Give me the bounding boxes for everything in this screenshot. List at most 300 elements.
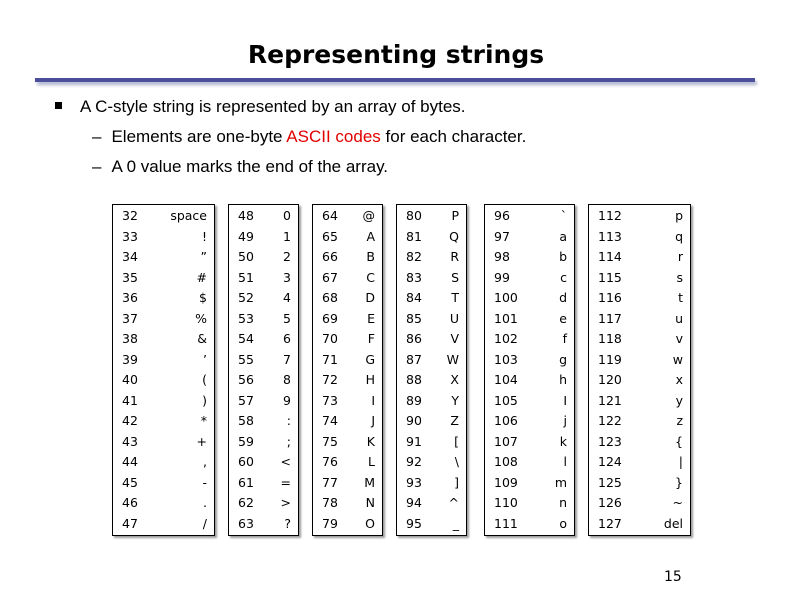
table-row <box>485 391 574 412</box>
ascii-table-6 <box>588 204 691 536</box>
ascii-code: 115 <box>598 269 622 285</box>
ascii-code: 75 <box>322 433 338 449</box>
table-row <box>397 227 466 248</box>
ascii-code: 119 <box>598 351 622 367</box>
table-row <box>113 309 214 330</box>
ascii-character: 2 <box>283 249 291 264</box>
ascii-character: } <box>675 474 683 490</box>
ascii-character: h <box>559 372 567 387</box>
ascii-character: P <box>451 208 459 223</box>
ascii-code: 71 <box>322 351 338 367</box>
table-row <box>485 432 574 453</box>
ascii-character: V <box>450 331 459 346</box>
table-row <box>229 493 298 514</box>
ascii-character: 5 <box>283 310 291 326</box>
ascii-character: b <box>559 249 567 264</box>
sub-bullet-1 <box>92 127 526 147</box>
ascii-character: a <box>559 228 567 244</box>
table-row <box>229 432 298 453</box>
ascii-character: z <box>676 413 683 428</box>
table-row <box>313 493 382 514</box>
ascii-character: k <box>559 433 567 449</box>
ascii-code: 52 <box>238 290 254 305</box>
table-row <box>485 493 574 514</box>
table-row <box>589 391 690 412</box>
table-row <box>589 473 690 494</box>
ascii-code: 127 <box>598 515 622 531</box>
table-row <box>397 493 466 514</box>
ascii-character: J <box>371 413 375 428</box>
table-row <box>589 432 690 453</box>
ascii-character: 7 <box>283 351 291 367</box>
ascii-character: ? <box>284 515 291 531</box>
table-row <box>485 206 574 227</box>
ascii-code: 46 <box>122 495 138 510</box>
sub-bullet-2 <box>92 157 388 177</box>
ascii-code: 38 <box>122 331 138 346</box>
table-row <box>313 309 382 330</box>
ascii-character: l <box>563 454 567 469</box>
ascii-character: f <box>562 331 567 346</box>
ascii-character: ; <box>286 433 291 449</box>
ascii-code: 81 <box>406 228 422 244</box>
table-row <box>397 370 466 391</box>
ascii-code: 77 <box>322 474 338 490</box>
table-row <box>485 370 574 391</box>
ascii-character: m <box>554 474 567 490</box>
ascii-code: 80 <box>406 208 422 223</box>
table-row <box>313 268 382 289</box>
ascii-character: # <box>196 269 207 285</box>
table-row <box>589 452 690 473</box>
ascii-code: 102 <box>494 331 518 346</box>
ascii-code: 39 <box>122 351 138 367</box>
table-row <box>113 206 214 227</box>
ascii-code: 126 <box>598 495 622 510</box>
ascii-character: [ <box>454 433 459 449</box>
title-underline <box>35 78 755 82</box>
ascii-character: & <box>197 331 207 346</box>
sub-bullet-2-text: A 0 value marks the end of the array. <box>111 157 389 176</box>
ascii-character: r <box>677 249 683 264</box>
table-row <box>229 452 298 473</box>
table-row <box>589 350 690 371</box>
ascii-code: 105 <box>494 392 518 408</box>
table-row <box>397 391 466 412</box>
ascii-character: . <box>203 495 207 510</box>
ascii-character: W <box>446 351 459 367</box>
ascii-code: 72 <box>322 372 338 387</box>
ascii-table-4 <box>396 204 467 536</box>
ascii-code: 88 <box>406 372 422 387</box>
ascii-code: 43 <box>122 433 138 449</box>
ascii-character: , <box>203 454 207 469</box>
table-row <box>485 411 574 432</box>
ascii-code: 35 <box>122 269 138 285</box>
ascii-character: B <box>366 249 375 264</box>
ascii-character: Q <box>449 228 459 244</box>
table-row <box>589 514 690 535</box>
ascii-character: t <box>678 290 683 305</box>
ascii-character: T <box>451 290 459 305</box>
ascii-character: | <box>678 454 683 469</box>
table-row <box>113 288 214 309</box>
ascii-character: H <box>365 372 375 387</box>
ascii-character: ( <box>202 372 207 387</box>
bullet-1 <box>55 97 466 117</box>
ascii-character: d <box>559 290 567 305</box>
table-row <box>229 268 298 289</box>
ascii-character: > <box>280 495 291 510</box>
table-row <box>113 227 214 248</box>
table-row <box>113 493 214 514</box>
ascii-code: 67 <box>322 269 338 285</box>
ascii-code: 86 <box>406 331 422 346</box>
table-row <box>485 227 574 248</box>
table-row <box>397 309 466 330</box>
ascii-character: \ <box>454 454 459 469</box>
ascii-code: 109 <box>494 474 518 490</box>
ascii-code: 64 <box>322 208 338 223</box>
table-row <box>313 473 382 494</box>
table-row <box>113 473 214 494</box>
table-row <box>397 452 466 473</box>
ascii-code: 91 <box>406 433 422 449</box>
ascii-character: g <box>559 351 567 367</box>
ascii-code: 79 <box>322 515 338 531</box>
ascii-code: 57 <box>238 392 254 408</box>
table-row <box>313 227 382 248</box>
ascii-code: 107 <box>494 433 518 449</box>
table-row <box>229 329 298 350</box>
ascii-code: 110 <box>494 495 518 510</box>
ascii-character: N <box>365 495 375 510</box>
table-row <box>313 350 382 371</box>
table-row <box>229 227 298 248</box>
ascii-character: U <box>449 310 459 326</box>
table-row <box>485 309 574 330</box>
ascii-code: 120 <box>598 372 622 387</box>
slide-title: Representing strings <box>247 40 545 69</box>
ascii-code: 100 <box>494 290 518 305</box>
ascii-character: : <box>286 413 291 428</box>
ascii-character: @ <box>362 208 375 223</box>
ascii-code: 66 <box>322 249 338 264</box>
dash-bullet-icon: – <box>92 157 102 176</box>
table-row <box>589 370 690 391</box>
bullet-1-text: A C-style string is represented by an array of bytes. <box>80 97 466 116</box>
ascii-code: 37 <box>122 310 138 326</box>
table-row <box>397 206 466 227</box>
ascii-character: ^ <box>448 495 459 510</box>
table-row <box>113 247 214 268</box>
ascii-code: 117 <box>598 310 622 326</box>
ascii-character: p <box>675 208 683 223</box>
table-row <box>313 391 382 412</box>
table-row <box>113 370 214 391</box>
ascii-code: 47 <box>122 515 138 531</box>
ascii-code: 95 <box>406 515 422 531</box>
ascii-code: 99 <box>494 269 510 285</box>
ascii-code: 69 <box>322 310 338 326</box>
table-row <box>485 452 574 473</box>
table-row <box>113 452 214 473</box>
ascii-code: 116 <box>598 290 622 305</box>
ascii-code: 92 <box>406 454 422 469</box>
ascii-character: 0 <box>283 208 291 223</box>
table-row <box>313 514 382 535</box>
ascii-character: 4 <box>283 290 291 305</box>
table-row <box>589 411 690 432</box>
dash-bullet-icon: – <box>92 127 102 146</box>
ascii-character: 1 <box>283 228 291 244</box>
table-row <box>229 473 298 494</box>
table-row <box>485 288 574 309</box>
ascii-code: 34 <box>122 249 138 264</box>
ascii-character: ! <box>201 228 207 244</box>
square-bullet-icon <box>55 102 62 109</box>
table-row <box>397 514 466 535</box>
ascii-character: - <box>202 474 207 490</box>
table-row <box>113 432 214 453</box>
ascii-code: 106 <box>494 413 518 428</box>
ascii-code: 125 <box>598 474 622 490</box>
ascii-code: 78 <box>322 495 338 510</box>
ascii-character: O <box>365 515 375 531</box>
table-row <box>113 391 214 412</box>
ascii-code: 96 <box>494 208 510 223</box>
ascii-code: 103 <box>494 351 518 367</box>
ascii-code: 58 <box>238 413 254 428</box>
ascii-code: 36 <box>122 290 138 305</box>
table-row <box>397 350 466 371</box>
ascii-code: 60 <box>238 454 254 469</box>
ascii-code: 62 <box>238 495 254 510</box>
ascii-code: 93 <box>406 474 422 490</box>
ascii-character: E <box>367 310 375 326</box>
table-row <box>397 329 466 350</box>
ascii-character: space <box>170 208 207 223</box>
table-row <box>229 247 298 268</box>
ascii-code: 65 <box>322 228 338 244</box>
table-row <box>113 350 214 371</box>
table-row <box>113 411 214 432</box>
ascii-code: 70 <box>322 331 338 346</box>
ascii-character: X <box>450 372 459 387</box>
ascii-code: 101 <box>494 310 518 326</box>
table-row <box>229 288 298 309</box>
ascii-code: 50 <box>238 249 254 264</box>
ascii-code: 40 <box>122 372 138 387</box>
ascii-character: o <box>559 515 567 531</box>
table-row <box>229 350 298 371</box>
ascii-character: % <box>195 310 207 326</box>
table-row <box>589 329 690 350</box>
table-row <box>397 411 466 432</box>
ascii-character: / <box>202 515 207 531</box>
table-row <box>113 329 214 350</box>
ascii-table-2 <box>228 204 299 536</box>
ascii-code: 112 <box>598 208 622 223</box>
table-row <box>229 411 298 432</box>
ascii-character: C <box>366 269 375 285</box>
ascii-character: A <box>366 228 375 244</box>
ascii-character: L <box>368 454 375 469</box>
ascii-code: 76 <box>322 454 338 469</box>
ascii-code: 53 <box>238 310 254 326</box>
table-row <box>485 268 574 289</box>
ascii-character: del <box>663 515 683 531</box>
ascii-character: j <box>563 413 567 428</box>
ascii-character: q <box>675 228 683 244</box>
ascii-code: 45 <box>122 474 138 490</box>
ascii-character: < <box>280 454 291 469</box>
table-row <box>229 514 298 535</box>
table-row <box>229 391 298 412</box>
ascii-character: + <box>196 433 207 449</box>
ascii-character: u <box>675 310 683 326</box>
ascii-code: 55 <box>238 351 254 367</box>
table-row <box>229 309 298 330</box>
ascii-code: 97 <box>494 228 510 244</box>
ascii-character: c <box>560 269 567 285</box>
ascii-table-1 <box>112 204 215 536</box>
table-row <box>113 514 214 535</box>
ascii-code: 90 <box>406 413 422 428</box>
ascii-code: 51 <box>238 269 254 285</box>
ascii-character: S <box>451 269 459 285</box>
ascii-code: 83 <box>406 269 422 285</box>
table-row <box>397 247 466 268</box>
table-row <box>589 206 690 227</box>
table-row <box>485 329 574 350</box>
ascii-code: 104 <box>494 372 518 387</box>
ascii-character: { <box>675 433 683 449</box>
table-row <box>229 370 298 391</box>
ascii-code: 63 <box>238 515 254 531</box>
ascii-code: 85 <box>406 310 422 326</box>
ascii-character: x <box>675 372 683 387</box>
ascii-character: Y <box>451 392 459 408</box>
ascii-code: 61 <box>238 474 254 490</box>
ascii-code: 94 <box>406 495 422 510</box>
ascii-code: 32 <box>122 208 138 223</box>
table-row <box>485 473 574 494</box>
ascii-code: 114 <box>598 249 622 264</box>
ascii-character: I <box>563 392 567 408</box>
ascii-character: I <box>371 392 375 408</box>
ascii-character: * <box>200 413 207 428</box>
ascii-character: s <box>676 269 683 285</box>
ascii-code: 74 <box>322 413 338 428</box>
ascii-code: 33 <box>122 228 138 244</box>
table-row <box>397 288 466 309</box>
ascii-character: ` <box>560 208 567 223</box>
ascii-character: e <box>559 310 567 326</box>
table-row <box>313 452 382 473</box>
table-row <box>313 329 382 350</box>
ascii-character: F <box>367 331 375 346</box>
ascii-character: y <box>675 392 683 408</box>
ascii-code: 87 <box>406 351 422 367</box>
table-row <box>397 432 466 453</box>
ascii-character: 3 <box>283 269 291 285</box>
table-row <box>113 268 214 289</box>
sub-bullet-1-pre: Elements are one-byte <box>111 127 287 146</box>
ascii-code: 41 <box>122 392 138 408</box>
table-row <box>313 370 382 391</box>
table-row <box>313 247 382 268</box>
table-row <box>589 247 690 268</box>
ascii-character: Z <box>450 413 459 428</box>
ascii-character: 6 <box>283 331 291 346</box>
ascii-character: ’ <box>203 351 207 367</box>
table-row <box>397 268 466 289</box>
ascii-code: 56 <box>238 372 254 387</box>
ascii-code: 98 <box>494 249 510 264</box>
ascii-character: ) <box>202 392 207 408</box>
sub-bullet-1-post: for each character. <box>380 127 527 146</box>
ascii-character: _ <box>452 515 459 531</box>
table-row <box>313 411 382 432</box>
ascii-character: ~ <box>672 495 683 510</box>
ascii-code: 59 <box>238 433 254 449</box>
ascii-code: 44 <box>122 454 138 469</box>
ascii-character: w <box>672 351 683 367</box>
table-row <box>313 432 382 453</box>
table-row <box>313 288 382 309</box>
ascii-table-3 <box>312 204 383 536</box>
ascii-code: 54 <box>238 331 254 346</box>
ascii-character: = <box>280 474 291 490</box>
ascii-code: 84 <box>406 290 422 305</box>
ascii-character: G <box>365 351 375 367</box>
ascii-table-5 <box>484 204 575 536</box>
ascii-character: R <box>450 249 459 264</box>
ascii-code: 123 <box>598 433 622 449</box>
ascii-character: ] <box>454 474 459 490</box>
table-row <box>589 227 690 248</box>
ascii-code: 73 <box>322 392 338 408</box>
table-row <box>589 288 690 309</box>
ascii-code: 111 <box>494 515 518 531</box>
ascii-codes-highlight: ASCII codes <box>286 127 381 146</box>
ascii-character: ” <box>200 249 207 264</box>
ascii-code: 121 <box>598 392 622 408</box>
page-number: 15 <box>664 569 682 585</box>
ascii-code: 122 <box>598 413 622 428</box>
ascii-code: 48 <box>238 208 254 223</box>
table-row <box>397 473 466 494</box>
table-row <box>589 268 690 289</box>
ascii-code: 82 <box>406 249 422 264</box>
ascii-code: 108 <box>494 454 518 469</box>
table-row <box>485 247 574 268</box>
ascii-character: v <box>675 331 683 346</box>
ascii-code: 113 <box>598 228 622 244</box>
ascii-character: K <box>366 433 375 449</box>
ascii-character: $ <box>199 290 207 305</box>
table-row <box>229 206 298 227</box>
ascii-character: M <box>364 474 375 490</box>
table-row <box>485 514 574 535</box>
table-row <box>589 309 690 330</box>
ascii-code: 49 <box>238 228 254 244</box>
ascii-code: 68 <box>322 290 338 305</box>
ascii-character: D <box>365 290 375 305</box>
ascii-character: n <box>559 495 567 510</box>
ascii-character: 8 <box>283 372 291 387</box>
